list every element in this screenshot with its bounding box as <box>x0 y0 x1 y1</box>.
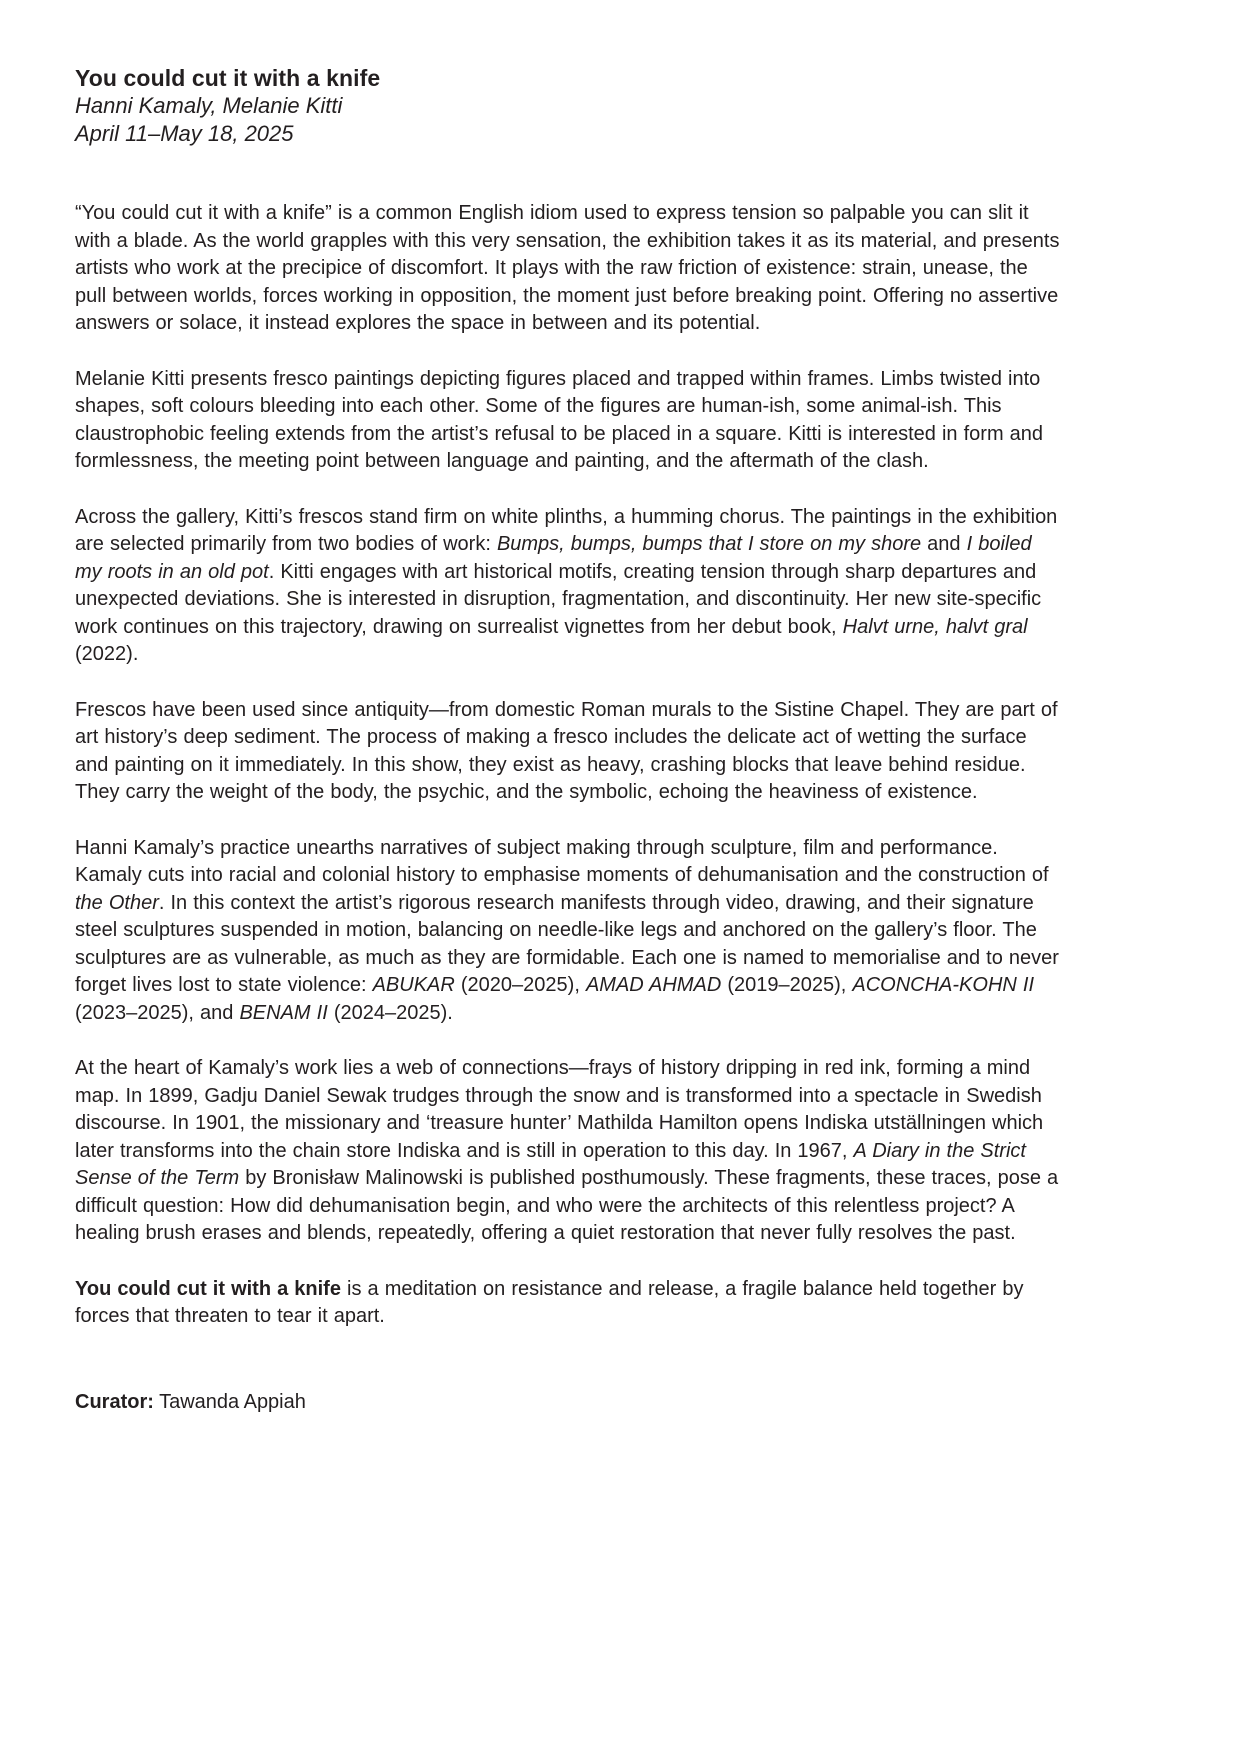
paragraph <box>75 835 1060 1028</box>
text-run: BENAM II <box>239 1001 328 1024</box>
paragraph <box>75 504 1060 669</box>
text-run: You could cut it with a knife <box>75 1277 341 1300</box>
text-run: (2024–2025). <box>327 1001 453 1024</box>
text-run: ACONCHA-KOHN II <box>852 974 1035 996</box>
exhibition-header <box>75 64 1060 148</box>
text-run: (2022). <box>75 643 139 665</box>
text-run: A Diary in the Strict Sense of the Term <box>75 1139 1026 1189</box>
exhibition-dates: April 11–May 18, 2025 <box>75 121 294 146</box>
text-run: Bumps, bumps, bumps that I store on my shore <box>496 533 922 555</box>
text-run: (2020–2025), <box>454 974 586 996</box>
exhibition-title: You could cut it with a knife <box>75 65 381 91</box>
text-run: Halvt urne, halvt gral <box>842 615 1028 638</box>
text-run: ABUKAR <box>372 974 455 996</box>
curator-line <box>75 1389 1060 1417</box>
text-run: AMAD AHMAD <box>585 974 722 996</box>
text-run: “You could cut it with a knife” is a common English idiom used to express tension so palpable you can slit it with a blade. As the world grapples with this very sensation, the exhibition takes it as its material, and presents artists who work at the precipice of discomfort. It plays with the raw friction of existence: strain, unease, the pull between worlds, forces working in opposition, the moment just before breaking point. Offering no assertive answers or solace, it instead explores the space in between and its potential. <box>75 202 1060 334</box>
page-content <box>75 64 1060 1416</box>
text-run: Melanie Kitti presents fresco paintings depicting figures placed and trapped within frames. Limbs twisted into shapes, soft colours bleeding into each other. Some of the figures are human-ish, some animal-ish. This claustrophobic feeling extends from the artist’s refusal to be placed in a square. Kitti is interested in form and formlessness, the meeting point between language and painting, and the aftermath of the clash. <box>75 367 1044 472</box>
artist-names: Hanni Kamaly, Melanie Kitti <box>75 93 343 118</box>
paragraphs <box>75 200 1060 1331</box>
text-run: At the heart of Kamaly’s work lies a web of connections—frays of history dripping in red ink, forming a mind map. In 1899, Gadju Daniel Sewak trudges through the snow and is transformed into a spectacle in Swedish discourse. In 1901, the missionary and ‘treasure hunter’ Mathilda Hamilton opens Indiska utställningen which later transforms into the chain store Indiska and is still in operation to this day. In 1967, <box>75 1057 1044 1162</box>
paragraph <box>75 697 1060 807</box>
text-run: I boiled my roots in an old pot <box>75 533 1032 583</box>
curator-label: Curator: <box>75 1390 154 1413</box>
text-run: Frescos have been used since antiquity—from domestic Roman murals to the Sistine Chapel. They are part of art history’s deep sediment. The process of making a fresco includes the delicate act of wetting the surface and painting on it immediately. In this show, they exist as heavy, crashing blocks that leave behind residue. They carry the weight of the body, the psychic, and the symbolic, echoing the heaviness of existence. <box>75 698 1058 803</box>
curator-name: Tawanda Appiah <box>153 1390 306 1413</box>
text-run: . Kitti engages with art historical motifs, creating tension through sharp departures and unexpected deviations. She is interested in disruption, fragmentation, and discontinuity. Her new site-specific work continues on this trajectory, drawing on surrealist vignettes from her debut book, <box>75 560 1042 638</box>
text-run: (2023–2025), and <box>75 1001 240 1024</box>
text-run: (2019–2025), <box>721 974 853 996</box>
paragraph <box>75 1055 1060 1248</box>
text-run: is a meditation on resistance and release, a fragile balance held together by forces that threaten to tear it apart. <box>75 1277 1024 1327</box>
text-run: Hanni Kamaly’s practice unearths narratives of subject making through sculpture, film and performance. Kamaly cuts into racial and colonial history to emphasise moments of dehumanisation and the construction of <box>75 836 1049 886</box>
text-run: by Bronisław Malinowski is published posthumously. These fragments, these traces, pose a difficult question: How did dehumanisation begin, and who were the architects of this relentless project? A healing brush erases and blends, repeatedly, offering a quiet restoration that never fully resolves the past. <box>75 1167 1059 1244</box>
text-run: the Other <box>75 891 159 914</box>
text-run: and <box>921 533 967 555</box>
text-run: . In this context the artist’s rigorous research manifests through video, drawing, and their signature steel sculptures suspended in motion, balancing on needle-like legs and anchored on the gallery’s floor. The sculptures are as vulnerable, as much as they are formidable. Each one is named to memorialise and to never forget lives lost to state violence: <box>75 891 1059 996</box>
paragraph <box>75 366 1060 476</box>
text-run: Across the gallery, Kitti’s frescos stand firm on white plinths, a humming chorus. The paintings in the exhibition are selected primarily from two bodies of work: <box>75 505 1058 555</box>
paragraph <box>75 200 1060 338</box>
paragraph <box>75 1276 1060 1331</box>
